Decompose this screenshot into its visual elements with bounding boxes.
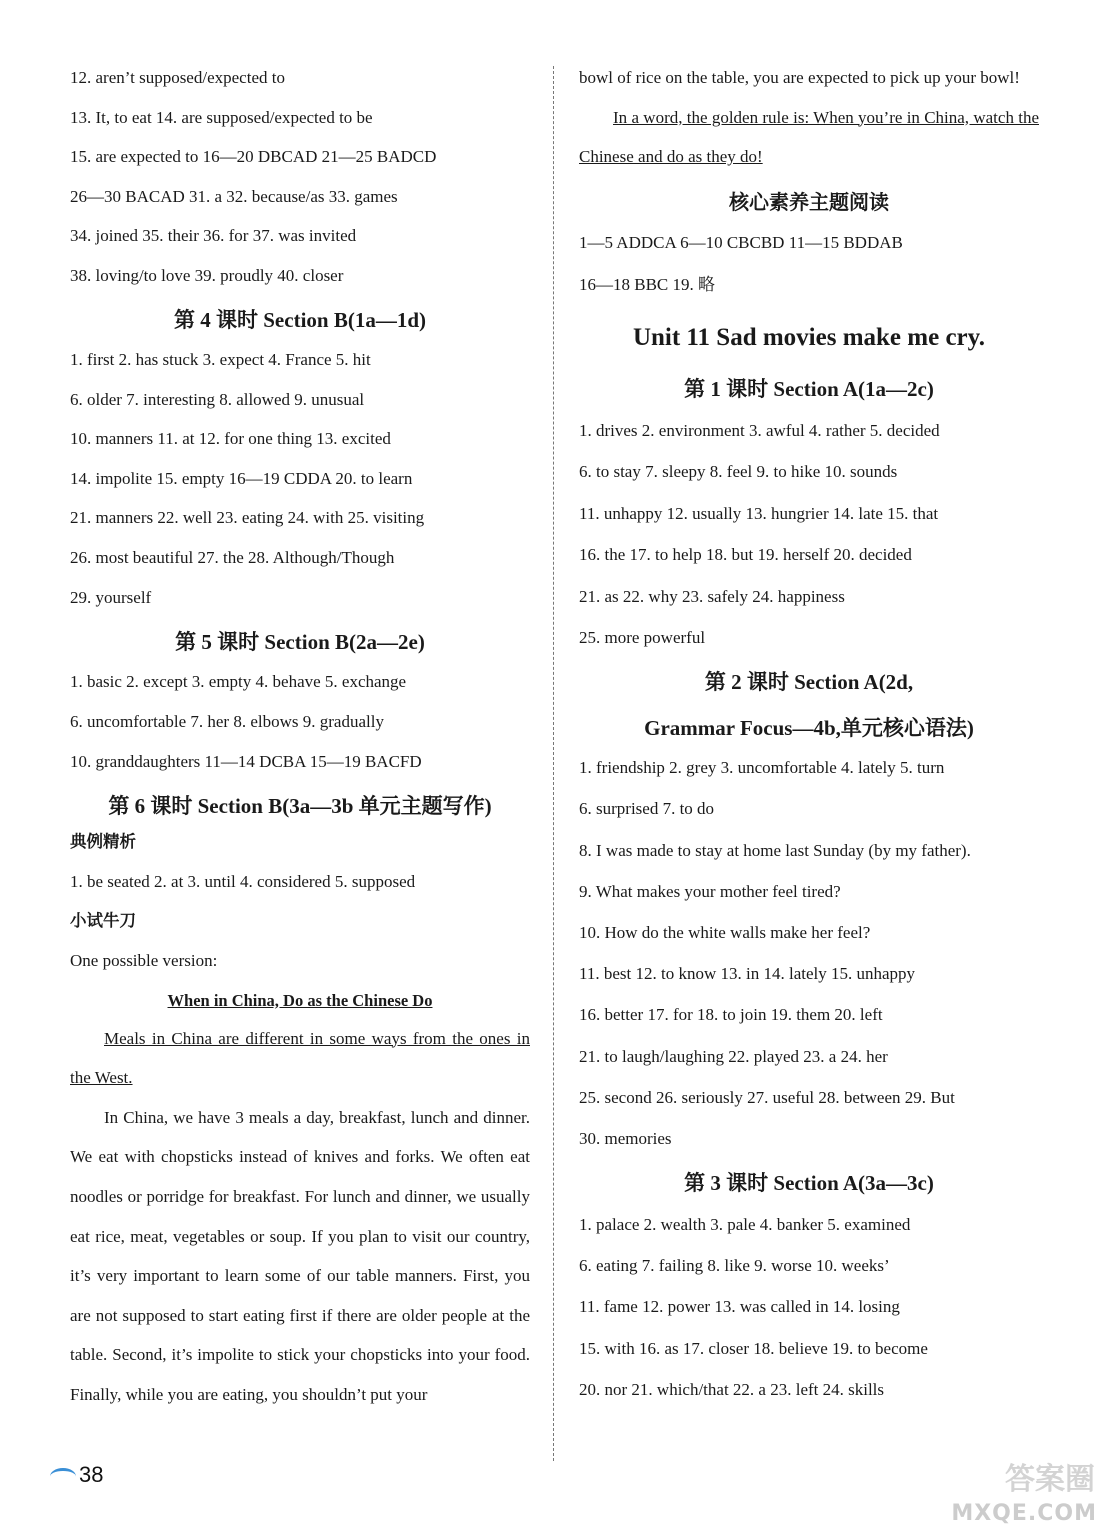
answer-line: 21. to laugh/laughing 22. played 23. a 24. her [579, 1046, 888, 1066]
answer-line: 1. first 2. has stuck 3. expect 4. France 5. hit [70, 349, 371, 369]
possible-version-label: One possible version: [70, 950, 218, 970]
left-column [70, 58, 530, 1414]
answer-line: 11. unhappy 12. usually 13. hungrier 14. late 15. that [579, 503, 939, 523]
answer-line: 6. older 7. interesting 8. allowed 9. unusual [70, 389, 365, 409]
subsection-label: 典例精析 [70, 831, 136, 851]
answer-line: 21. manners 22. well 23. eating 24. with 25. visiting [70, 508, 425, 528]
watermark-logo: 答案圈 [1005, 1462, 1095, 1497]
lesson-2-title: 第 2 课时 Section A(2d, [704, 670, 914, 695]
subsection-label: 小试牛刀 [70, 910, 136, 930]
essay-paragraph: bowl of rice on the table, you are expected to pick up your bowl! [579, 68, 1020, 87]
answer-line: 16—18 BBC 19. 略 [579, 274, 716, 294]
answer-line: 30. memories [579, 1128, 672, 1148]
answer-line: 26. most beautiful 27. the 28. Although/Though [70, 547, 395, 567]
answer-line: 6. eating 7. failing 8. like 9. worse 10. weeks’ [579, 1256, 890, 1276]
answer-line: 13. It, to eat 14. are supposed/expected to be [70, 107, 373, 127]
watermark-url: MXQE.COM [951, 1501, 1097, 1526]
answer-line: 25. second 26. seriously 27. useful 28. between 29. But [579, 1087, 955, 1107]
essay-title: When in China, Do as the Chinese Do [167, 990, 433, 1010]
lesson-1-title: 第 1 课时 Section A(1a—2c) [684, 376, 934, 401]
answer-line: 10. How do the white walls make her feel? [579, 923, 871, 943]
answer-line: 12. aren’t supposed/expected to [70, 68, 285, 87]
answer-line: 21. as 22. why 23. safely 24. happiness [579, 586, 845, 606]
answer-line: 6. uncomfortable 7. her 8. elbows 9. gradually [70, 711, 384, 731]
answer-line: 1. palace 2. wealth 3. pale 4. banker 5. examined [579, 1214, 911, 1234]
lesson-4-title: 第 4 课时 Section B(1a—1d) [174, 307, 426, 332]
answer-line: 10. granddaughters 11—14 DCBA 15—19 BACFD [70, 751, 422, 771]
essay-paragraph: In China, we have 3 meals a day, breakfast, lunch and dinner. We eat with chopsticks instead of knives and forks. We often eat noodles or porridge for breakfast. For lunch and dinner, we usually eat rice, meat, vegetables or soup. If you plan to visit our country, it’s very important to learn some of our table manners. First, you are not supposed to start eating first if there are older people at the table. Second, it’s impolite to stick your chopsticks into your food. Finally, while you are eating, you shouldn’t put your [70, 1107, 530, 1404]
answer-line: 1. friendship 2. grey 3. uncomfortable 4. lately 5. turn [579, 758, 945, 778]
answer-line: 11. fame 12. power 13. was called in 14. losing [579, 1297, 900, 1317]
answer-line: 6. to stay 7. sleepy 8. feel 9. to hike 10. sounds [579, 462, 898, 482]
answer-line: 1. drives 2. environment 3. awful 4. rather 5. decided [579, 420, 940, 440]
answer-line: 9. What makes your mother feel tired? [579, 881, 841, 901]
lesson-5-title: 第 5 课时 Section B(2a—2e) [175, 629, 425, 654]
column-divider [553, 66, 554, 1461]
answer-line: 38. loving/to love 39. proudly 40. closer [70, 265, 344, 285]
watermark [933, 1450, 1103, 1530]
lesson-3-title: 第 3 课时 Section A(3a—3c) [684, 1170, 934, 1195]
answer-line: 1. basic 2. except 3. empty 4. behave 5. exchange [70, 671, 407, 691]
answer-line: 20. nor 21. which/that 22. a 23. left 24. skills [579, 1379, 885, 1399]
answer-line: 11. best 12. to know 13. in 14. lately 15. unhappy [579, 964, 916, 984]
answer-line: 1—5 ADDCA 6—10 CBCBD 11—15 BDDAB [579, 232, 903, 252]
right-column [579, 58, 1039, 1400]
answer-line: 34. joined 35. their 36. for 37. was invited [70, 226, 357, 246]
lesson-2-title-cont: Grammar Focus—4b,单元核心语法) [644, 716, 974, 741]
unit-title: Unit 11 Sad movies make me cry. [632, 323, 986, 351]
answer-line: 16. better 17. for 18. to join 19. them 20. left [579, 1005, 883, 1025]
answer-line: 16. the 17. to help 18. but 19. herself 20. decided [579, 545, 912, 565]
essay-paragraph: In a word, the golden rule is: When you’re in China, watch the Chinese and do as they do! [579, 107, 1039, 167]
answer-line: 6. surprised 7. to do [579, 799, 715, 819]
answer-line: 14. impolite 15. empty 16—19 CDDA 20. to learn [70, 468, 413, 488]
answer-line: 15. with 16. as 17. closer 18. believe 19. to become [579, 1338, 928, 1358]
lesson-6-title: 第 6 课时 Section B(3a—3b 单元主题写作) [108, 793, 492, 818]
answer-line: 1. be seated 2. at 3. until 4. considered 5. supposed [70, 871, 416, 891]
answer-line: 29. yourself [70, 587, 152, 607]
answer-line: 15. are expected to 16—20 DBCAD 21—25 BADCD [70, 147, 437, 167]
reading-title: 核心素养主题阅读 [729, 191, 889, 214]
answer-line: 26—30 BACAD 31. a 32. because/as 33. games [70, 186, 398, 206]
answer-line: 8. I was made to stay at home last Sunday (by my father). [579, 840, 971, 860]
wave-icon [50, 1468, 76, 1485]
answer-line: 25. more powerful [579, 628, 706, 648]
page-number: 38 [50, 1462, 103, 1488]
essay-paragraph: Meals in China are different in some ways from the ones in the West. [70, 1028, 530, 1088]
answer-line: 10. manners 11. at 12. for one thing 13. excited [70, 429, 391, 449]
